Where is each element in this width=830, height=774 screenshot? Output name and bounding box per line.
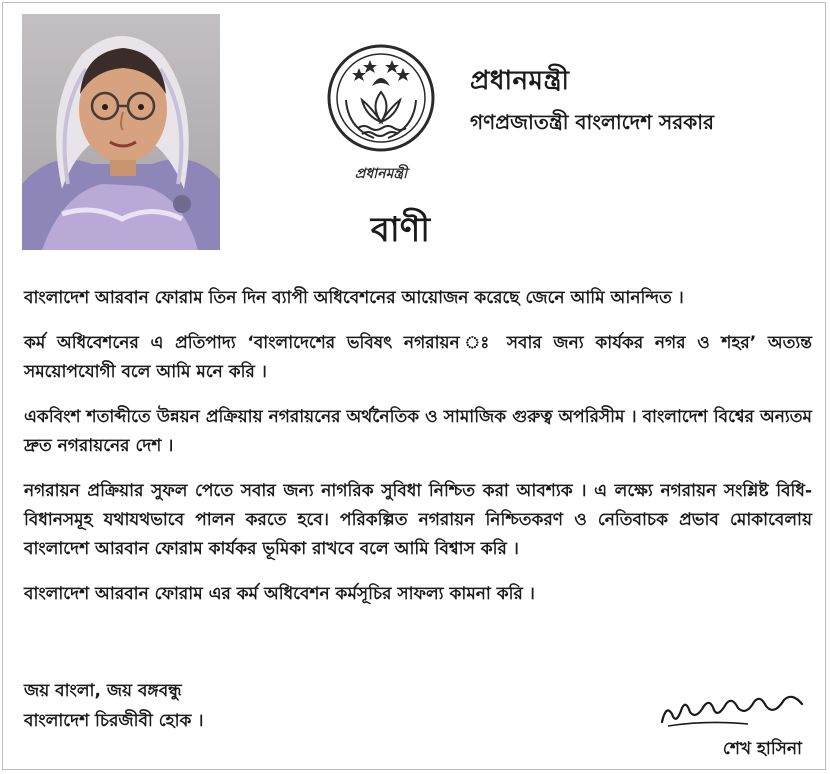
signature-mark <box>656 686 808 736</box>
closing-line-1: জয় বাংলা, জয় বঙ্গবন্ধু <box>24 681 182 701</box>
closing-block <box>24 676 203 736</box>
message-heading: বাণী <box>370 210 430 250</box>
paragraph: বাংলাদেশ আরবান ফোরাম এর কর্ম অধিবেশন কর্মসূচির সাফল্য কামনা করি । <box>24 584 535 604</box>
government-seal-icon <box>322 40 440 188</box>
office-title: প্রধানমন্ত্রী <box>470 66 570 96</box>
signer-name: শেখ হাসিনা <box>722 739 802 759</box>
paragraph: নগরায়ন প্রক্রিয়ার সুফল পেতে সবার জন্য নাগরিক সুবিধা নিশ্চিত করা আবশ্যক । এ লক্ষ্যে নগরায়ন সংশ্লিষ্ট বিধি-বিধানসমূহ যথাযথভাবে পালন করতে হবে। পরিকল্পিত নগরায়ন নিশ্চিতকরণ ও নেতিবাচক প্রভাব মোকাবেলায় বাংলাদেশ আরবান ফোরাম কার্যকর ভূমিকা রাখবে বলে আমি বিশ্বাস করি । <box>24 481 812 559</box>
seal-caption: প্রধানমন্ত্রী <box>354 166 408 182</box>
paragraph: বাংলাদেশ আরবান ফোরাম তিন দিন ব্যাপী অধিবেশনের আয়োজন করেছে জেনে আমি আনন্দিত । <box>24 288 684 308</box>
message-body <box>24 284 812 625</box>
closing-line-2: বাংলাদেশ চিরজীবী হোক । <box>24 711 204 731</box>
paragraph: একবিংশ শতাব্দীতে উন্নয়ন প্রক্রিয়ায় নগরায়নের অর্থনৈতিক ও সামাজিক গুরুত্ব অপরিসীম । বাংলাদেশ বিশ্বের অন্যতম দ্রুত নগরায়নের দেশ । <box>24 407 812 456</box>
office-subtitle: গণপ্রজাতন্ত্রী বাংলাদেশ সরকার <box>470 110 714 134</box>
paragraph: কর্ম অধিবেশনের এ প্রতিপাদ্য ‘বাংলাদেশের ভবিষৎ নগরায়ন ঃ সবার জন্য কার্যকর নগর ও শহর’ অত্যন্ত সময়োপযোগী বলে আমি মনে করি । <box>24 333 812 382</box>
message-heading-row <box>0 204 760 261</box>
